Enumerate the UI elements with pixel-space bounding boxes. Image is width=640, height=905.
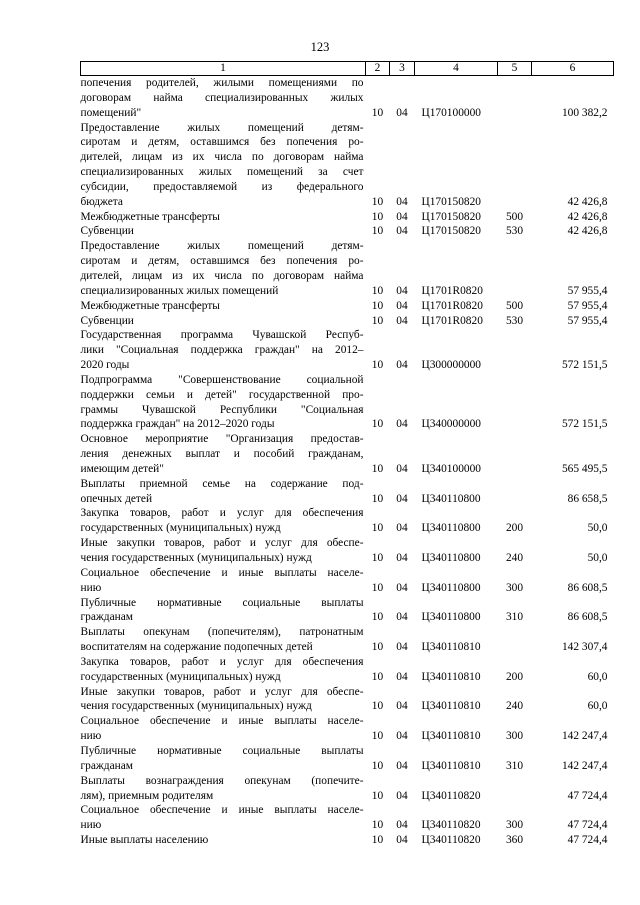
row-name-line: Государственная программа Чувашской Респуб- [80,329,364,342]
row-amount: 572 151,5 [561,418,608,431]
row-amount: 47 724,4 [567,834,608,847]
row-name-line: сиротам и детям, оставшимся без попечения ро- [80,136,364,149]
row-subsection: 04 [396,552,408,564]
row-name [81,744,366,774]
row-name [81,536,366,566]
table-row [81,655,614,685]
row-section: 10 [371,418,384,431]
row-expense-type: 240 [505,700,524,713]
column-header-target-article: 4 [415,62,498,76]
row-name-line: Публичные нормативные социальные выплаты [80,744,364,757]
row-name-line: Подпрограмма "Совершенствование социальной [80,373,364,386]
row-subsection: 04 [396,789,408,802]
row-expense-type: 530 [505,225,524,238]
row-name [81,596,366,626]
row-target-article: Ц340110800 [421,492,481,505]
row-name [81,477,366,507]
row-section: 10 [371,819,384,832]
row-expense-type: 360 [505,834,524,847]
table-row [81,685,614,715]
row-name-line: гражданам [80,759,134,772]
row-expense-type [498,432,532,477]
row-name-line: имеющим детей" [80,462,164,475]
table-row [81,596,614,626]
row-amount: 60,0 [587,700,608,713]
table-body [81,76,614,848]
row-section: 10 [371,195,384,208]
row-expense-type [498,774,532,804]
row-name [81,299,366,314]
page-number: 123 [310,40,330,54]
row-name [81,328,366,373]
row-amount: 47 724,4 [567,789,608,802]
row-name [81,239,366,298]
row-subsection: 04 [396,670,408,683]
row-subsection: 04 [396,359,408,372]
column-header-amount: 6 [532,62,614,76]
row-expense-type: 500 [505,210,524,223]
table-row [81,774,614,804]
row-name [81,655,366,685]
row-name-line: Иные выплаты населению [80,834,209,847]
table-row [81,803,614,833]
row-subsection: 04 [396,195,408,208]
row-name-line: чения государственных (муниципальных) нужд [80,552,312,564]
row-section: 10 [371,611,384,624]
row-amount: 42 426,8 [567,195,608,208]
row-name-line: Субвенции [80,314,134,327]
row-name [81,224,366,239]
row-target-article: Ц340000000 [421,418,481,431]
row-subsection: 04 [396,492,408,505]
row-name-line: специализированных жилых помещений [80,284,279,297]
row-name [81,833,366,848]
row-name-line: 2020 годы [80,359,130,372]
row-target-article: Ц1701R0820 [421,314,483,327]
row-amount: 142 247,4 [561,759,608,772]
row-expense-type: 310 [505,759,524,772]
row-target-article: Ц340110810 [421,759,481,772]
row-name-line: дителей, лицам из их числа по договорам найма [80,269,364,282]
table-row [81,121,614,210]
table-row [81,833,614,848]
table-row [81,432,614,477]
row-section: 10 [371,314,384,327]
row-target-article: Ц300000000 [421,359,481,372]
row-target-article: Ц340110810 [421,641,481,654]
row-section: 10 [371,299,384,312]
row-expense-type: 300 [505,819,524,832]
row-amount: 142 307,4 [561,641,608,654]
row-subsection: 04 [396,299,408,312]
row-subsection: 04 [396,462,408,475]
row-section: 10 [371,834,384,847]
row-section: 10 [371,581,384,594]
table-row [81,506,614,536]
row-target-article: Ц170150820 [421,225,481,238]
row-name-line: нию [80,730,102,743]
row-expense-type [498,328,532,373]
row-subsection: 04 [396,700,408,713]
row-section: 10 [371,359,384,372]
row-target-article: Ц340110820 [421,834,481,847]
row-name-line: Выплаты опекунам (попечителям), патронатным [80,626,364,639]
row-target-article: Ц340110820 [421,819,481,832]
row-subsection: 04 [396,284,408,297]
row-amount: 57 955,4 [567,299,608,312]
row-name [81,774,366,804]
table-row [81,714,614,744]
table-row [81,744,614,774]
row-amount: 86 658,5 [567,492,608,505]
row-subsection: 04 [396,834,408,847]
row-section: 10 [371,106,384,119]
column-header-subsection: 3 [390,62,415,76]
row-name-line: субсидии, предоставляемой из федерального [80,180,364,193]
table-row [81,625,614,655]
row-name-line: Закупка товаров, работ и услуг для обеспечения [80,655,364,668]
row-name [81,432,366,477]
row-expense-type [498,76,532,121]
row-name-line: Основное мероприятие "Организация предостав- [80,433,364,446]
table-row [81,224,614,239]
row-amount: 100 382,2 [561,106,608,119]
row-name-line: Иные закупки товаров, работ и услуг для обеспе- [80,537,364,550]
table-row [81,328,614,373]
table-row [81,299,614,314]
row-subsection: 04 [396,730,408,743]
row-subsection: 04 [396,106,408,119]
row-name [81,373,366,432]
row-target-article: Ц340100000 [421,462,481,475]
row-section: 10 [371,670,384,683]
row-amount: 60,0 [587,670,608,683]
row-expense-type [498,477,532,507]
row-target-article: Ц340110800 [421,552,481,564]
row-name [81,566,366,596]
row-section: 10 [371,522,384,535]
row-section: 10 [371,730,384,743]
row-subsection: 04 [396,581,408,594]
row-name [81,685,366,715]
row-expense-type: 240 [505,552,524,564]
row-subsection: 04 [396,819,408,832]
row-name-line: поддержка граждан" на 2012–2020 годы [80,418,275,431]
row-name-line: Иные закупки товаров, работ и услуг для обеспе- [80,685,364,698]
row-section: 10 [371,759,384,772]
column-header-name: 1 [81,62,366,76]
row-name-line: Закупка товаров, работ и услуг для обеспечения [80,507,364,520]
row-name-line: государственных (муниципальных) нужд [80,522,281,535]
row-amount: 142 247,4 [561,730,608,743]
row-name-line: гражданам [80,611,134,624]
row-amount: 47 724,4 [567,819,608,832]
row-amount: 50,0 [587,522,608,535]
row-name-line: ления денежных выплат и пособий гражданам, [80,448,364,461]
row-section: 10 [371,225,384,238]
row-subsection: 04 [396,641,408,654]
row-target-article: Ц340110810 [421,730,481,743]
row-name-line: нию [80,819,102,832]
row-subsection: 04 [396,210,408,223]
row-target-article: Ц340110810 [421,700,481,713]
row-target-article: Ц340110800 [421,522,481,535]
row-name [81,210,366,225]
row-subsection: 04 [396,611,408,624]
table-row [81,477,614,507]
row-section: 10 [371,700,384,713]
row-name-line: Выплаты вознаграждения опекунам (попечите- [80,774,364,787]
row-name-line: попечения родителей, жилыми помещениями по [80,77,364,89]
row-section: 10 [371,789,384,802]
row-name-line: помещений" [80,106,142,119]
row-name-line: бюджета [80,195,123,208]
row-name-line: чения государственных (муниципальных) нужд [80,700,312,713]
table-row [81,239,614,298]
table-row [81,76,614,121]
row-name-line: поддержки семьи и детей" государственной про- [80,388,364,401]
row-subsection: 04 [396,522,408,535]
row-section: 10 [371,552,384,564]
row-section: 10 [371,492,384,505]
row-name [81,714,366,744]
row-name [81,506,366,536]
row-target-article: Ц340110800 [421,611,481,624]
row-name [81,314,366,329]
row-subsection: 04 [396,225,408,238]
row-target-article: Ц170150820 [421,195,481,208]
row-expense-type: 300 [505,730,524,743]
row-name-line: Выплаты приемной семье на содержание под- [80,477,364,490]
table-row [81,210,614,225]
row-amount: 50,0 [587,552,608,564]
table-row [81,373,614,432]
row-name-line: специализированных жилых помещений за счет [80,166,364,179]
row-subsection: 04 [396,418,408,431]
row-expense-type: 200 [505,670,524,683]
row-name-line: Предоставление жилых помещений детям- [80,240,364,253]
row-section: 10 [371,284,384,297]
row-expense-type [498,239,532,298]
row-name-line: опечных детей [80,492,153,505]
row-amount: 57 955,4 [567,284,608,297]
row-expense-type: 500 [505,299,524,312]
row-subsection: 04 [396,759,408,772]
row-section: 10 [371,210,384,223]
row-target-article: Ц1701R0820 [421,299,483,312]
row-name-line: лики "Социальная поддержка граждан" на 2012– [80,344,364,357]
row-expense-type [498,373,532,432]
row-amount: 86 608,5 [567,611,608,624]
row-subsection: 04 [396,314,408,327]
row-amount: 57 955,4 [567,314,608,327]
row-target-article: Ц340110820 [421,789,481,802]
row-section: 10 [371,641,384,654]
row-target-article: Ц340110810 [421,670,481,683]
row-name-line: Социальное обеспечение и иные выплаты населе- [80,804,364,817]
row-name-line: государственных (муниципальных) нужд [80,670,281,683]
row-expense-type [498,121,532,210]
row-name-line: Предоставление жилых помещений детям- [80,121,364,134]
row-name-line: Социальное обеспечение и иные выплаты населе- [80,715,364,728]
row-section: 10 [371,462,384,475]
row-name-line: Межбюджетные трансферты [80,299,220,312]
row-name [81,121,366,210]
row-name-line: Публичные нормативные социальные выплаты [80,596,364,609]
row-name-line: сиротам и детям, оставшимся без попечения ро- [80,255,364,268]
row-name-line: лям), приемным родителям [80,789,214,802]
row-amount: 42 426,8 [567,225,608,238]
row-amount: 572 151,5 [561,359,608,372]
row-name-line: Межбюджетные трансферты [80,210,220,223]
row-expense-type: 310 [505,611,524,624]
row-name [81,803,366,833]
row-amount: 86 608,5 [567,581,608,594]
row-expense-type [498,625,532,655]
budget-table [80,61,614,848]
table-row [81,566,614,596]
row-name-line: Субвенции [80,225,134,238]
row-amount: 565 495,5 [561,462,608,475]
row-name-line: Социальное обеспечение и иные выплаты населе- [80,566,364,579]
row-target-article: Ц170100000 [421,106,481,119]
row-name [81,625,366,655]
row-name [81,76,366,121]
row-name-line: договорам найма специализированных жилых [80,91,364,104]
row-target-article: Ц1701R0820 [421,284,483,297]
column-header-expense-type: 5 [498,62,532,76]
table-row [81,314,614,329]
table-header-row [81,62,614,76]
row-expense-type: 300 [505,581,524,594]
row-name-line: граммы Чувашской Республики "Социальная [80,403,364,416]
row-name-line: нию [80,581,102,594]
row-expense-type: 200 [505,522,524,535]
column-header-section: 2 [366,62,390,76]
table-row [81,536,614,566]
row-target-article: Ц340110800 [421,581,481,594]
row-amount: 42 426,8 [567,210,608,223]
row-name-line: воспитателям на содержание подопечных детей [80,641,313,654]
row-expense-type: 530 [505,314,524,327]
row-name-line: дителей, лицам из их числа по договорам найма [80,151,364,164]
row-target-article: Ц170150820 [421,210,481,223]
